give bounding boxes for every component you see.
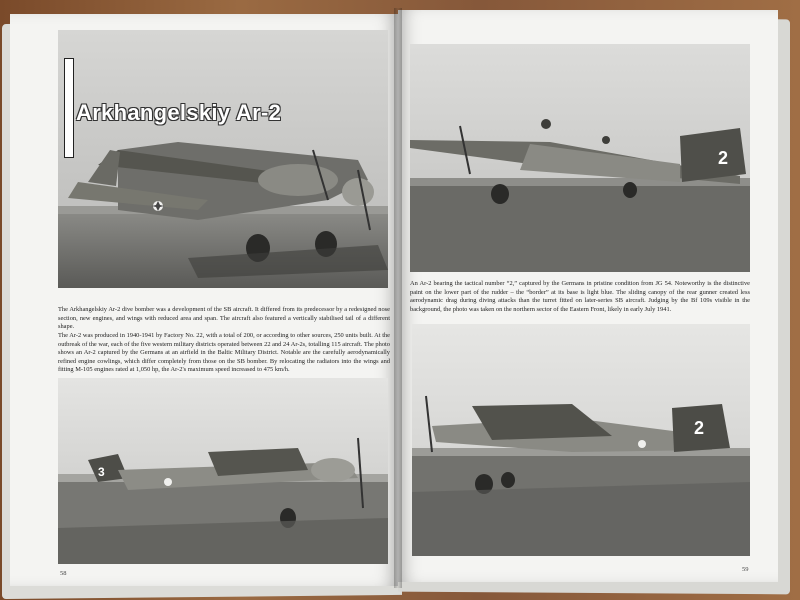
body-paragraph-1: The Arkhangelskiy Ar-2 dive bomber was a development of the SB aircraft. It differed from its predecessor by a redesigned nose section, new engines, and wings with reduced area and span. The aircraft also featured a vertically stabilised tail of a different shape. [58,306,390,331]
title-accent-bar [64,58,74,158]
left-page [10,14,398,586]
tactical-number-2-top: 2 [718,148,729,168]
tactical-number-3: 3 [98,465,105,479]
left-page-number: 58 [60,570,67,577]
page-title: Arkhangelskiy Ar-2 [76,100,282,125]
photo-ar2-side-view-number-2 [412,324,750,556]
photo-ar2-number-2-rear-view [410,44,750,272]
right-page-number: 59 [742,566,749,573]
book-gutter [394,8,402,588]
tactical-number-2-bottom: 2 [694,418,705,438]
right-photo-caption: An Ar-2 bearing the tactical number “2,” captured by the Germans in pristine condition from JG 54. Noteworthy is the distinctive paint on the lower part of the rudder – the “border” at its base is light blue. The sliding canopy of the rear gunner created less aerodynamic drag during diving attacks than the turret fitted on later-series SB aircraft. Judging by the Bf 109s visible in the background, the photo was taken on the northern sector of the Eastern Front, likely in early July 1941. [410,280,750,313]
photo-ar2-side-view-number-3 [58,378,388,564]
right-page [398,10,778,582]
photo-ar2-front-view [58,30,388,288]
body-paragraph-2: The Ar-2 was produced in 1940-1941 by Factory No. 22, with a total of 200, or according to other sources, 250 units built. At the outbreak of the war, each of the five western military districts operated between 22 and 24 Ar-2s, totalling 115 aircraft. The photo shows an Ar-2 captured by the Germans at an airfield in the Baltic Military District. Notable are the carefully aerodynamically refined engine cowlings, which differ completely from those on the SB bomber. By relocating the radiators into the wings and fitting M-105 engines rated at 1,050 hp, the Ar-2's maximum speed increased to 475 km/h. [58,332,390,374]
